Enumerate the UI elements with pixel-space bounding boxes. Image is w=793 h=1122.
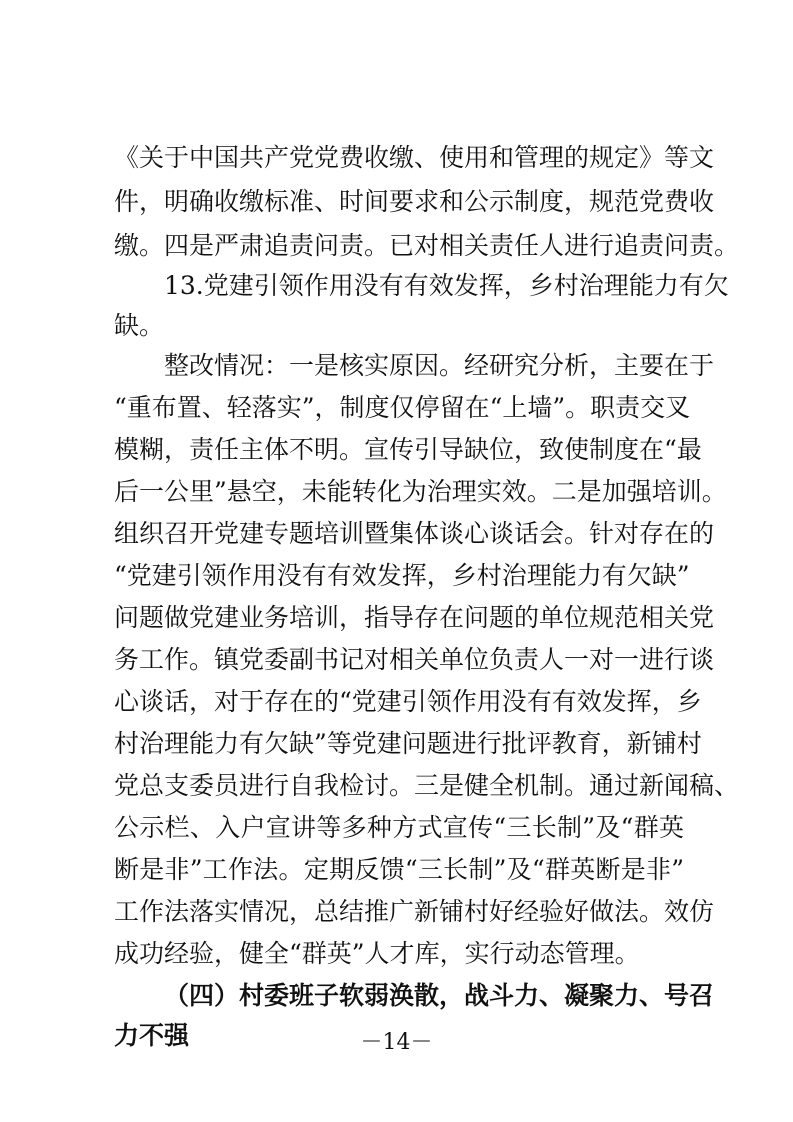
body-text-line: “重布置、轻落实”，制度仅停留在“上墙”。职责交叉 <box>114 393 691 422</box>
body-text-line: 组织召开党建专题培训暨集体谈心谈话会。针对存在的 <box>114 519 715 548</box>
body-text-line: 公示栏、入户宣讲等多种方式宣传“三长制”及“群英 <box>114 813 684 842</box>
section-heading-line: 13.党建引领作用没有有效发挥，乡村治理能力有欠 <box>164 271 729 300</box>
page-number: －14－ <box>360 1030 433 1055</box>
body-text-line: 村治理能力有欠缺”等党建问题进行批评教育，新铺村 <box>114 729 702 758</box>
section-heading-line: 缺。 <box>114 311 165 340</box>
section-heading-line: （四）村委班子软弱涣散，战斗力、凝聚力、号召 <box>164 981 715 1010</box>
body-text-line: 问题做党建业务培训，指导存在问题的单位规范相关党 <box>114 603 715 632</box>
body-text-line: 模糊，责任主体不明。宣传引导缺位，致使制度在“最 <box>114 435 702 464</box>
body-text-line: 后一公里”悬空，未能转化为治理实效。二是加强培训。 <box>114 477 727 506</box>
body-text-line: 《关于中国共产党党费收缴、使用和管理的规定》等文 <box>114 143 715 172</box>
body-text-line: “党建引领作用没有有效发挥，乡村治理能力有欠缺” <box>114 561 690 590</box>
body-text-line: 成功经验，健全“群英”人才库，实行动态管理。 <box>114 939 640 968</box>
body-text-line: 心谈话，对于存在的“党建引领作用没有有效发挥，乡 <box>114 687 702 716</box>
body-text-line: 工作法落实情况，总结推广新铺村好经验好做法。效仿 <box>114 897 715 926</box>
section-heading-line: 力不强 <box>114 1021 190 1050</box>
body-text-line: 党总支委员进行自我检讨。三是健全机制。通过新闻稿、 <box>114 771 740 800</box>
body-text-line: 件，明确收缴标准、时间要求和公示制度，规范党费收 <box>114 187 715 216</box>
body-text-line: 断是非”工作法。定期反馈“三长制”及“群英断是非” <box>114 855 684 884</box>
body-text-line: 务工作。镇党委副书记对相关单位负责人一对一进行谈 <box>114 645 715 674</box>
body-text-line: 缴。四是严肃追责问责。已对相关责任人进行追责问责。 <box>114 231 740 260</box>
body-text-line: 整改情况：一是核实原因。经研究分析，主要在于 <box>164 351 715 380</box>
